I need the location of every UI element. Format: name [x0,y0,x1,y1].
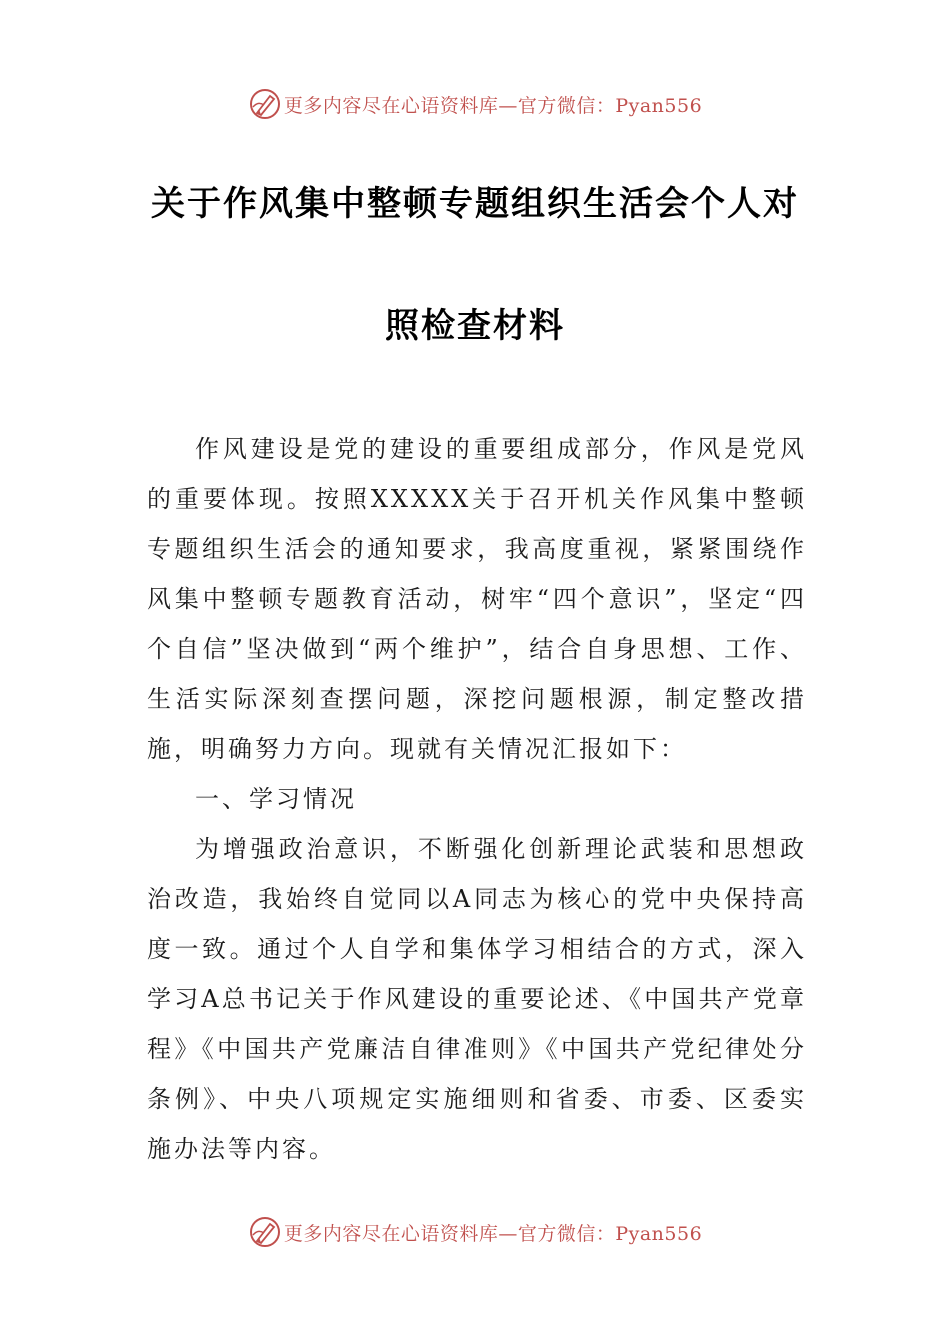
pen-logo-icon [248,87,282,121]
document-title-line-1: 关于作风集中整顿专题组织生活会个人对 [151,184,799,224]
document-title-line-2: 照检查材料 [385,306,565,346]
section-heading-study: 一、学习情况 [195,785,357,813]
footer-watermark [0,1212,950,1252]
document-body [147,424,807,1174]
header-watermark [0,84,950,124]
pen-logo-icon [248,1215,282,1249]
paragraph-intro: 作风建设是党的建设的重要组成部分，作风是党风的重要体现。按照XXXXX关于召开机关作风集中整顿专题组织生活会的通知要求，我高度重视，紧紧围绕作风集中整顿专题教育活动，树牢“四个意识”，坚定“四个自信”坚决做到“两个维护”，结合自身思想、工作、生活实际深刻查摆问题，深挖问题根源，制定整改措施，明确努力方向。现就有关情况汇报如下： [147,435,807,763]
watermark-text: 更多内容尽在心语资料库—官方微信：Pyan556 [283,94,703,117]
paragraph-study: 为增强政治意识，不断强化创新理论武装和思想政治改造，我始终自觉同以A同志为核心的党中央保持高度一致。通过个人自学和集体学习相结合的方式，深入学习A总书记关于作风建设的重要论述、《中国共产党章程》《中国共产党廉洁自律准则》《中国共产党纪律处分条例》、中央八项规定实施细则和省委、市委、区委实施办法等内容。 [147,835,807,1163]
watermark-text: 更多内容尽在心语资料库—官方微信：Pyan556 [283,1222,703,1245]
